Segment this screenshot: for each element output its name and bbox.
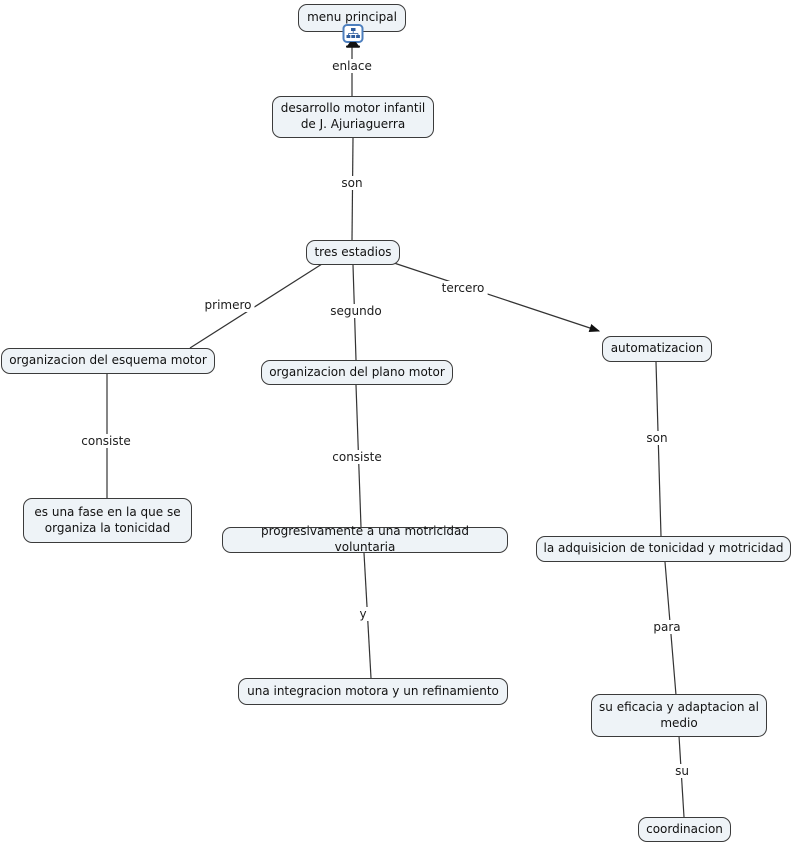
node-es-una-fase[interactable]: es una fase en la que se organiza la tonicidad bbox=[23, 498, 192, 543]
link-label-su[interactable]: su bbox=[672, 764, 692, 778]
link-label-son-right[interactable]: son bbox=[643, 431, 670, 445]
link-label-para[interactable]: para bbox=[650, 620, 683, 634]
link-label-consiste-left[interactable]: consiste bbox=[78, 434, 133, 448]
edge-tres-automatizacion bbox=[391, 262, 599, 331]
node-organizacion-esquema-motor[interactable]: organizacion del esquema motor bbox=[1, 348, 215, 374]
link-label-enlace[interactable]: enlace bbox=[329, 59, 375, 73]
node-integracion-motora[interactable]: una integracion motora y un refinamiento bbox=[238, 678, 508, 705]
node-adquisicion-tonicidad[interactable]: la adquisicion de tonicidad y motricidad bbox=[536, 536, 791, 562]
node-menu-principal[interactable]: menu principal bbox=[298, 4, 406, 32]
node-automatizacion[interactable]: automatizacion bbox=[602, 336, 712, 362]
link-label-consiste-mid[interactable]: consiste bbox=[329, 450, 384, 464]
link-label-y[interactable]: y bbox=[356, 607, 369, 621]
node-desarrollo-motor-infantil[interactable]: desarrollo motor infantil de J. Ajuriaguerra bbox=[272, 96, 434, 138]
resource-link-icon[interactable] bbox=[339, 24, 367, 49]
edge-automatizacion-adquisicion bbox=[656, 362, 661, 536]
link-label-segundo[interactable]: segundo bbox=[327, 304, 384, 318]
node-eficacia-adaptacion[interactable]: su eficacia y adaptacion al medio bbox=[591, 694, 767, 737]
node-organizacion-plano-motor[interactable]: organizacion del plano motor bbox=[261, 360, 453, 385]
node-coordinacion[interactable]: coordinacion bbox=[638, 817, 731, 842]
node-tres-estadios[interactable]: tres estadios bbox=[306, 240, 400, 265]
link-label-tercero[interactable]: tercero bbox=[439, 281, 488, 295]
link-label-primero[interactable]: primero bbox=[202, 298, 255, 312]
link-label-son-top[interactable]: son bbox=[338, 176, 365, 190]
node-progresivamente-motricidad[interactable]: progresivamente a una motricidad voluntaria bbox=[222, 527, 508, 553]
